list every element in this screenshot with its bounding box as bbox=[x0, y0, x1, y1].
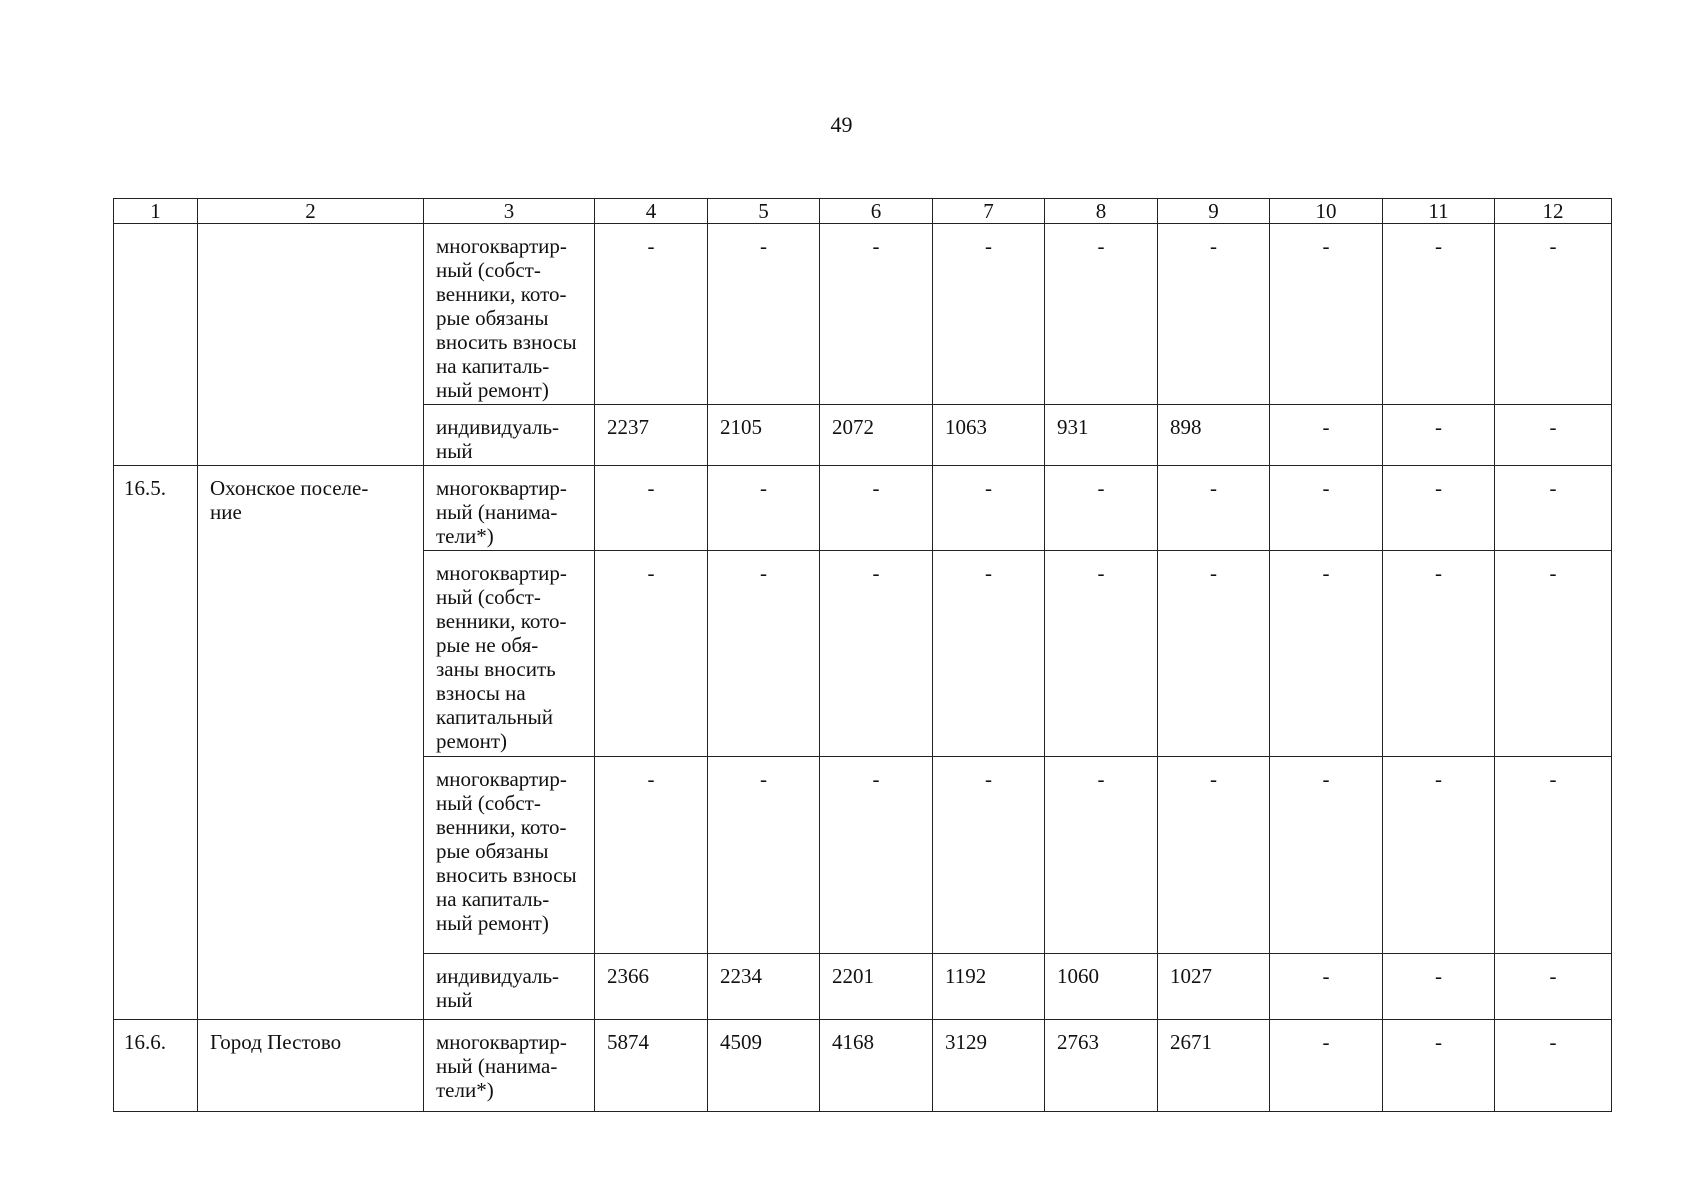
value-cell-col-8: 931 bbox=[1045, 405, 1158, 466]
value-cell-col-8: - bbox=[1045, 224, 1158, 405]
housing-type-line: ный ремонт) bbox=[436, 911, 549, 935]
page-number: 49 bbox=[830, 112, 853, 137]
housing-type-line: заны вносить bbox=[436, 657, 556, 681]
housing-type-line: рые не обя- bbox=[436, 633, 539, 657]
settlement-name-line: Город Пестово bbox=[210, 1030, 342, 1054]
value-cell-col-11: - bbox=[1383, 466, 1495, 551]
value-cell-col-6: 2201 bbox=[820, 954, 933, 1020]
housing-type-line: многоквартир- bbox=[436, 234, 567, 258]
row-number-cell: 16.6. bbox=[114, 1020, 198, 1112]
settlement-name-cell bbox=[198, 466, 424, 1020]
header-col-1: 1 bbox=[114, 199, 198, 224]
value-cell-col-7: 1192 bbox=[933, 954, 1045, 1020]
housing-type-line: венники, кото- bbox=[436, 609, 567, 633]
value-cell-col-5: 2105 bbox=[708, 405, 820, 466]
value-cell-col-12: - bbox=[1495, 551, 1612, 757]
value-cell-col-6: - bbox=[820, 224, 933, 405]
value-cell-col-4: 2237 bbox=[595, 405, 708, 466]
housing-type-line: тели*) bbox=[436, 524, 494, 548]
row-number-cell bbox=[114, 224, 198, 466]
value-cell-col-11: - bbox=[1383, 551, 1495, 757]
housing-type-line: многоквартир- bbox=[436, 476, 567, 500]
housing-type-line: ный (собст- bbox=[436, 258, 541, 282]
housing-type-cell bbox=[424, 466, 595, 551]
header-row bbox=[114, 199, 1612, 224]
housing-type-line: ремонт) bbox=[436, 729, 508, 753]
settlement-name-line: ние bbox=[210, 500, 242, 524]
housing-type-line: рые обязаны bbox=[436, 306, 549, 330]
value-cell-col-8: - bbox=[1045, 757, 1158, 954]
header-col-3: 3 bbox=[424, 199, 595, 224]
housing-type-line: ный (собст- bbox=[436, 585, 541, 609]
settlement-name-line: Охонское поселе- bbox=[210, 476, 369, 500]
header-col-6: 6 bbox=[820, 199, 933, 224]
value-cell-col-12: - bbox=[1495, 1020, 1612, 1112]
column-number-header bbox=[114, 199, 1612, 224]
value-cell-col-12: - bbox=[1495, 954, 1612, 1020]
value-cell-col-4: 2366 bbox=[595, 954, 708, 1020]
value-cell-col-10: - bbox=[1270, 551, 1383, 757]
value-cell-col-10: - bbox=[1270, 1020, 1383, 1112]
value-cell-col-12: - bbox=[1495, 466, 1612, 551]
housing-type-cell bbox=[424, 551, 595, 757]
housing-type-line: ный (нанима- bbox=[436, 1054, 558, 1078]
housing-type-cell bbox=[424, 224, 595, 405]
header-col-5: 5 bbox=[708, 199, 820, 224]
value-cell-col-7: - bbox=[933, 466, 1045, 551]
value-cell-col-5: - bbox=[708, 757, 820, 954]
value-cell-col-8: - bbox=[1045, 551, 1158, 757]
header-col-2: 2 bbox=[198, 199, 424, 224]
housing-type-line: индивидуаль- bbox=[436, 964, 560, 988]
value-cell-col-7: - bbox=[933, 224, 1045, 405]
housing-type-line: многоквартир- bbox=[436, 561, 567, 585]
value-cell-col-4: - bbox=[595, 757, 708, 954]
header-col-8: 8 bbox=[1045, 199, 1158, 224]
tariff-table bbox=[113, 198, 1612, 1112]
header-col-9: 9 bbox=[1158, 199, 1270, 224]
housing-type-cell bbox=[424, 757, 595, 954]
value-cell-col-11: - bbox=[1383, 757, 1495, 954]
housing-type-line: ный bbox=[436, 988, 473, 1012]
housing-type-line: вносить взносы bbox=[436, 330, 577, 354]
value-cell-col-9: 2671 bbox=[1158, 1020, 1270, 1112]
table-row bbox=[114, 466, 1612, 551]
value-cell-col-5: - bbox=[708, 466, 820, 551]
table-row bbox=[114, 1020, 1612, 1112]
row-number-cell: 16.5. bbox=[114, 466, 198, 1020]
value-cell-col-5: - bbox=[708, 224, 820, 405]
value-cell-col-9: - bbox=[1158, 551, 1270, 757]
housing-type-cell bbox=[424, 1020, 595, 1112]
value-cell-col-10: - bbox=[1270, 954, 1383, 1020]
housing-type-line: ный ремонт) bbox=[436, 378, 549, 402]
value-cell-col-6: 2072 bbox=[820, 405, 933, 466]
header-col-4: 4 bbox=[595, 199, 708, 224]
housing-type-line: взносы на bbox=[436, 681, 526, 705]
header-col-7: 7 bbox=[933, 199, 1045, 224]
value-cell-col-7: - bbox=[933, 757, 1045, 954]
value-cell-col-5: - bbox=[708, 551, 820, 757]
housing-type-line: ный (нанима- bbox=[436, 500, 558, 524]
value-cell-col-4: - bbox=[595, 466, 708, 551]
table-row bbox=[114, 224, 1612, 405]
value-cell-col-12: - bbox=[1495, 405, 1612, 466]
value-cell-col-5: 4509 bbox=[708, 1020, 820, 1112]
settlement-name-cell bbox=[198, 224, 424, 466]
value-cell-col-12: - bbox=[1495, 224, 1612, 405]
value-cell-col-11: - bbox=[1383, 1020, 1495, 1112]
housing-type-line: индивидуаль- bbox=[436, 415, 560, 439]
value-cell-col-4: - bbox=[595, 551, 708, 757]
value-cell-col-7: - bbox=[933, 551, 1045, 757]
header-col-12: 12 bbox=[1495, 199, 1612, 224]
header-col-10: 10 bbox=[1270, 199, 1383, 224]
value-cell-col-12: - bbox=[1495, 757, 1612, 954]
value-cell-col-8: 1060 bbox=[1045, 954, 1158, 1020]
value-cell-col-8: - bbox=[1045, 466, 1158, 551]
value-cell-col-6: 4168 bbox=[820, 1020, 933, 1112]
value-cell-col-9: - bbox=[1158, 466, 1270, 551]
value-cell-col-7: 3129 bbox=[933, 1020, 1045, 1112]
housing-type-line: многоквартир- bbox=[436, 767, 567, 791]
housing-type-line: венники, кото- bbox=[436, 815, 567, 839]
housing-type-line: ный bbox=[436, 439, 473, 463]
housing-type-line: на капиталь- bbox=[436, 887, 550, 911]
value-cell-col-6: - bbox=[820, 757, 933, 954]
housing-type-line: капитальный bbox=[436, 705, 553, 729]
housing-type-line: рые обязаны bbox=[436, 839, 549, 863]
value-cell-col-9: - bbox=[1158, 757, 1270, 954]
value-cell-col-8: 2763 bbox=[1045, 1020, 1158, 1112]
value-cell-col-10: - bbox=[1270, 466, 1383, 551]
value-cell-col-4: - bbox=[595, 224, 708, 405]
value-cell-col-11: - bbox=[1383, 954, 1495, 1020]
value-cell-col-6: - bbox=[820, 466, 933, 551]
table-body bbox=[114, 224, 1612, 1112]
housing-type-line: ный (собст- bbox=[436, 791, 541, 815]
value-cell-col-10: - bbox=[1270, 405, 1383, 466]
housing-type-line: тели*) bbox=[436, 1078, 494, 1102]
value-cell-col-4: 5874 bbox=[595, 1020, 708, 1112]
housing-type-line: на капиталь- bbox=[436, 354, 550, 378]
housing-type-line: вносить взносы bbox=[436, 863, 577, 887]
housing-type-line: венники, кото- bbox=[436, 282, 567, 306]
value-cell-col-11: - bbox=[1383, 224, 1495, 405]
value-cell-col-6: - bbox=[820, 551, 933, 757]
housing-type-line: многоквартир- bbox=[436, 1030, 567, 1054]
value-cell-col-9: 1027 bbox=[1158, 954, 1270, 1020]
value-cell-col-5: 2234 bbox=[708, 954, 820, 1020]
value-cell-col-9: - bbox=[1158, 224, 1270, 405]
value-cell-col-11: - bbox=[1383, 405, 1495, 466]
settlement-name-cell bbox=[198, 1020, 424, 1112]
value-cell-col-10: - bbox=[1270, 224, 1383, 405]
housing-type-cell bbox=[424, 405, 595, 466]
header-col-11: 11 bbox=[1383, 199, 1495, 224]
value-cell-col-10: - bbox=[1270, 757, 1383, 954]
value-cell-col-7: 1063 bbox=[933, 405, 1045, 466]
value-cell-col-9: 898 bbox=[1158, 405, 1270, 466]
housing-type-cell bbox=[424, 954, 595, 1020]
